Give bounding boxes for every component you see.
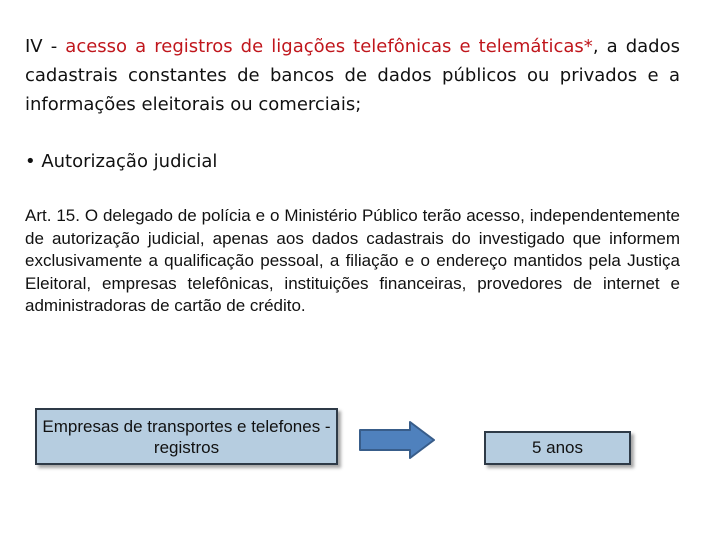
source-box-label: Empresas de transportes e telefones - registros [42, 416, 331, 457]
intro-paragraph [25, 32, 680, 119]
source-box [35, 408, 338, 465]
right-arrow-icon [358, 420, 436, 460]
duration-box-label: 5 anos [531, 438, 584, 457]
bullet-authorization: • Autorização judicial [25, 151, 218, 172]
intro-highlight: acesso a registros de ligações telefônicas e telemáticas* [65, 36, 593, 57]
intro-suffix: , a dados cadastrais constantes de bancos de dados públicos ou privados e a informações eleitorais ou comerciais; [25, 36, 681, 115]
duration-box [484, 431, 631, 465]
article-text: Art. 15. O delegado de polícia e o Ministério Público terão acesso, independentemente de autorização judicial, apenas aos dados cadastrais do investigado que informem exclusivamente a qualificação pessoal, a filiação e o endereço mantidos pela Justiça Eleitoral, empresas telefônicas, instituições financeiras, provedores de internet e administradoras de cartão de crédito. [25, 206, 680, 315]
intro-prefix: IV - [25, 36, 66, 57]
